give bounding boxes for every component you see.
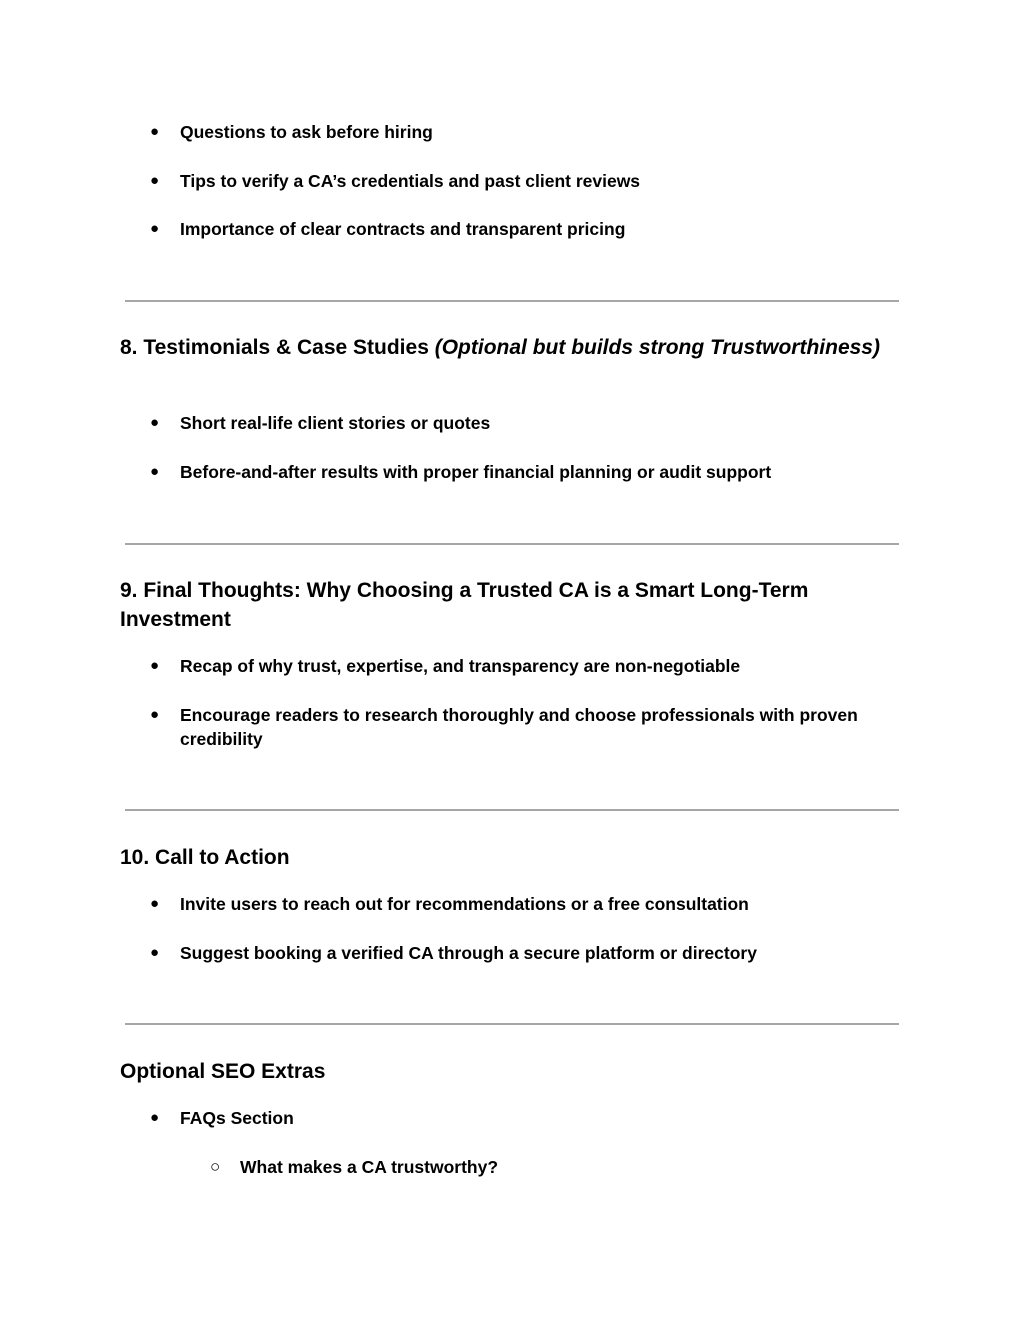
- horizontal-divider: [125, 1023, 899, 1025]
- section-heading: [120, 333, 900, 362]
- section-heading: [120, 576, 900, 634]
- section-heading-text: 10. Call to Action: [120, 846, 290, 869]
- list-item: [150, 892, 910, 916]
- list-item-text: Suggest booking a verified CA through a secure platform or directory: [180, 943, 757, 963]
- list-item-text: Short real-life client stories or quotes: [180, 413, 491, 433]
- list-item-text: Encourage readers to research thoroughly and choose professionals with proven credibility: [180, 705, 858, 749]
- list-item: [150, 169, 910, 193]
- bullet-icon: ●: [150, 944, 160, 961]
- bullet-icon: ●: [150, 463, 160, 480]
- list-item: [150, 460, 910, 484]
- bullet-icon: ●: [150, 706, 160, 723]
- list-item-text: FAQs Section: [180, 1108, 294, 1128]
- horizontal-divider: [125, 300, 899, 302]
- list-item-text: Recap of why trust, expertise, and transparency are non-negotiable: [180, 656, 741, 676]
- list-item: [150, 703, 910, 751]
- list-item: [150, 941, 910, 965]
- bullet-icon: ●: [150, 220, 160, 237]
- list-item: [150, 1106, 910, 1130]
- sub-list-item: [210, 1155, 910, 1179]
- list-item: [150, 654, 910, 678]
- hollow-bullet-icon: ○: [210, 1157, 221, 1176]
- bullet-icon: ●: [150, 414, 160, 431]
- section-heading-text: 8. Testimonials & Case Studies: [120, 336, 435, 359]
- bullet-icon: ●: [150, 172, 160, 189]
- section-heading-text: Optional SEO Extras: [120, 1060, 326, 1083]
- list-item: [150, 217, 910, 241]
- section-heading-text: 9. Final Thoughts: Why Choosing a Trusted CA is a Smart Long-Term Investment: [120, 579, 809, 631]
- section-heading: [120, 843, 900, 872]
- list-item-text: Invite users to reach out for recommendations or a free consultation: [180, 894, 749, 914]
- list-item-text: Before-and-after results with proper financial planning or audit support: [180, 462, 772, 482]
- list-item-text: Questions to ask before hiring: [180, 122, 433, 142]
- horizontal-divider: [125, 809, 899, 811]
- section-heading: [120, 1057, 900, 1086]
- bullet-icon: ●: [150, 895, 160, 912]
- bullet-icon: ●: [150, 657, 160, 674]
- list-item: [150, 411, 910, 435]
- horizontal-divider: [125, 543, 899, 545]
- list-item: [150, 120, 910, 144]
- bullet-icon: ●: [150, 123, 160, 140]
- bullet-icon: ●: [150, 1109, 160, 1126]
- sub-list-item-text: What makes a CA trustworthy?: [240, 1157, 499, 1177]
- list-item-text: Tips to verify a CA’s credentials and past client reviews: [180, 171, 641, 191]
- section-heading-emphasis: (Optional but builds strong Trustworthiness): [434, 336, 880, 359]
- list-item-text: Importance of clear contracts and transparent pricing: [180, 219, 626, 239]
